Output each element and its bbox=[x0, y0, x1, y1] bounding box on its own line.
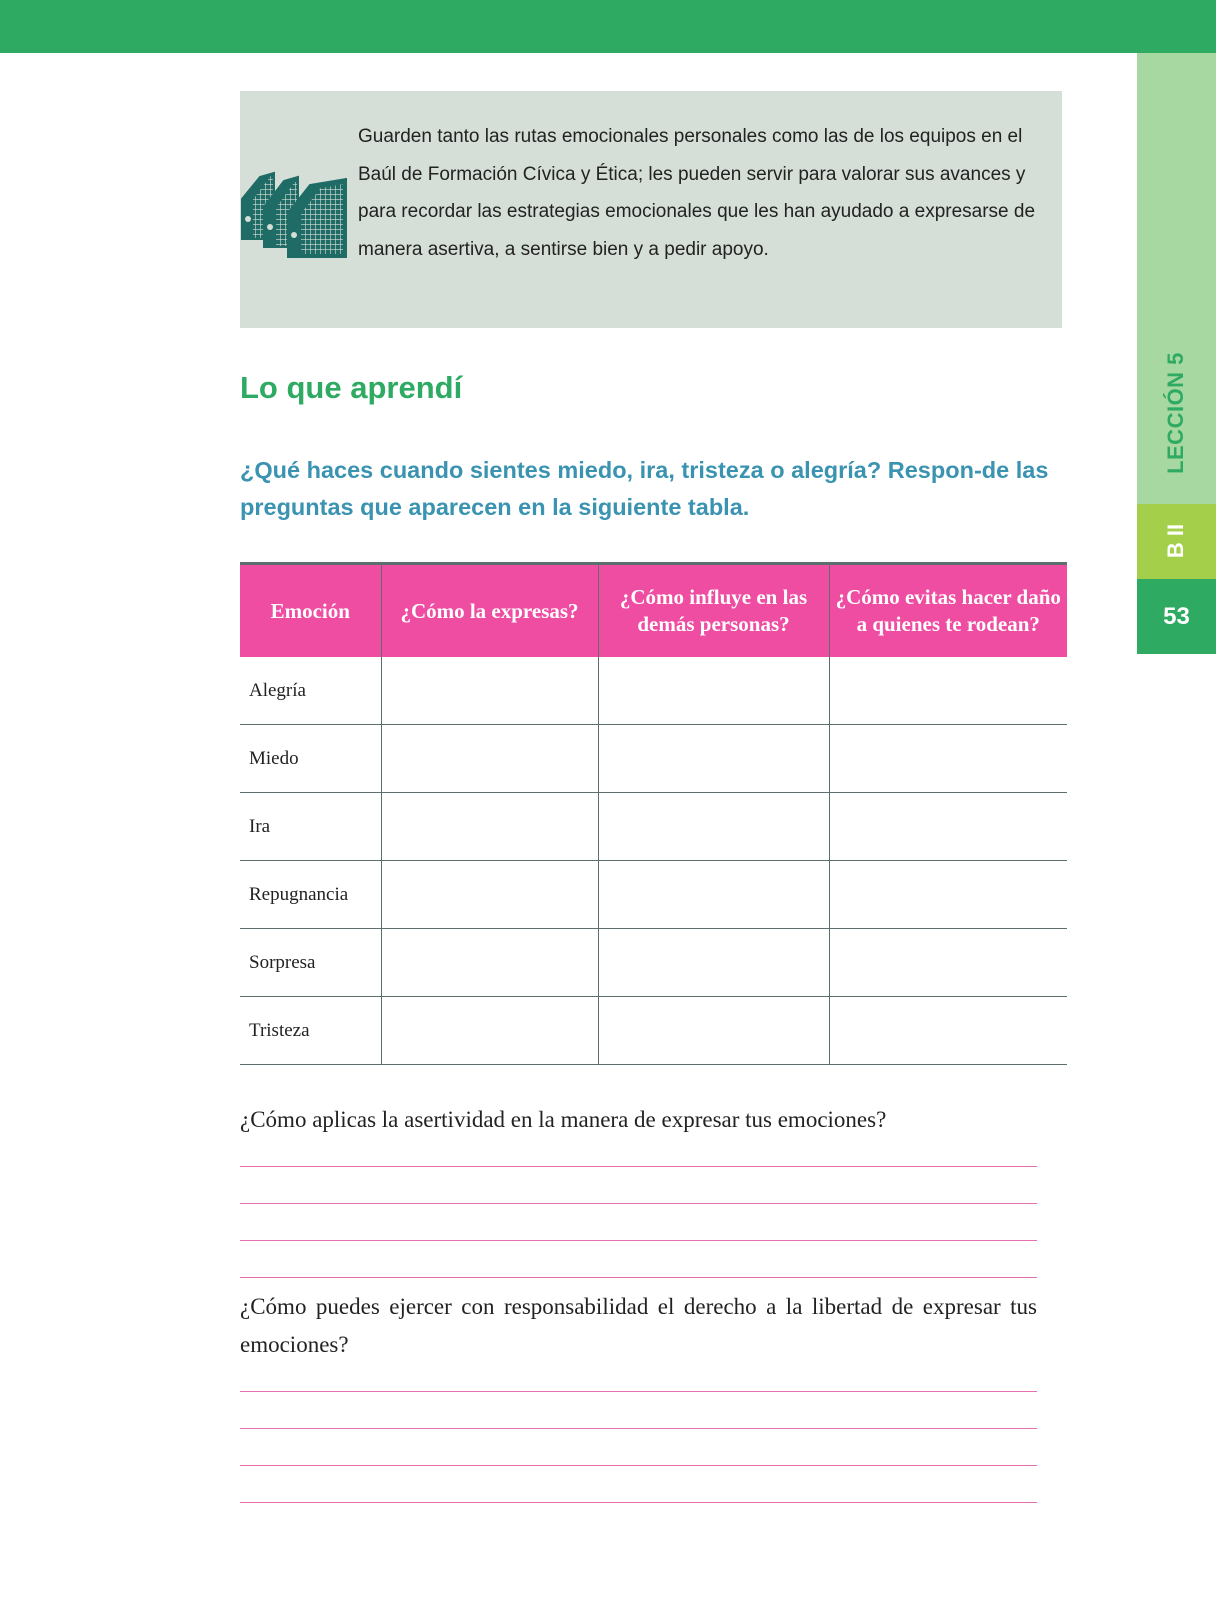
answer-cell[interactable] bbox=[829, 997, 1067, 1065]
emotion-label: Sorpresa bbox=[240, 929, 381, 997]
emotions-table bbox=[240, 562, 1067, 1065]
answer-cell[interactable] bbox=[598, 793, 829, 861]
header-how-express: ¿Cómo la expresas? bbox=[381, 564, 598, 658]
answer-line[interactable] bbox=[240, 1465, 1037, 1466]
answer-cell[interactable] bbox=[829, 929, 1067, 997]
block-tab bbox=[1137, 504, 1216, 579]
header-avoid-harm: ¿Cómo evitas hacer daño a quienes te rodean? bbox=[829, 564, 1067, 658]
answer-line[interactable] bbox=[240, 1203, 1037, 1204]
block-label: B II bbox=[1163, 523, 1188, 559]
answer-cell[interactable] bbox=[381, 861, 598, 929]
question-assertiveness: ¿Cómo aplicas la asertividad en la manera de expresar tus emociones? bbox=[240, 1107, 887, 1132]
emotion-label: Repugnancia bbox=[240, 861, 381, 929]
emotion-label: Ira bbox=[240, 793, 381, 861]
note-text: Guarden tanto las rutas emocionales personales como las de los equipos en el Baúl de Formación Cívica y Ética; les pueden servir para valorar sus avances y para recordar las estrategias emocionales que les han ayudado a expresarse de manera asertiva, a sentirse bien y a pedir apoyo. bbox=[358, 126, 1036, 260]
question-freedom-expression: ¿Cómo puedes ejercer con responsabilidad el derecho a la libertad de expresar tus emociones? bbox=[240, 1294, 1037, 1357]
header-emotion: Emoción bbox=[240, 564, 381, 658]
answer-cell[interactable] bbox=[829, 725, 1067, 793]
answer-line[interactable] bbox=[240, 1391, 1037, 1392]
answer-cell[interactable] bbox=[598, 861, 829, 929]
table-row bbox=[240, 793, 1067, 861]
emotion-label: Alegría bbox=[240, 657, 381, 725]
page-number: 53 bbox=[1137, 579, 1216, 654]
answer-cell[interactable] bbox=[598, 657, 829, 725]
note-box bbox=[240, 91, 1062, 328]
answer-cell[interactable] bbox=[829, 793, 1067, 861]
table-row bbox=[240, 861, 1067, 929]
answer-cell[interactable] bbox=[381, 657, 598, 725]
table-row bbox=[240, 725, 1067, 793]
answer-line[interactable] bbox=[240, 1166, 1037, 1167]
answer-line[interactable] bbox=[240, 1428, 1037, 1429]
table-header-row bbox=[240, 564, 1067, 658]
answer-cell[interactable] bbox=[381, 997, 598, 1065]
answer-line[interactable] bbox=[240, 1240, 1037, 1241]
file-boxes-icon bbox=[240, 169, 348, 259]
answer-line[interactable] bbox=[240, 1277, 1037, 1278]
table-row bbox=[240, 929, 1067, 997]
answer-cell[interactable] bbox=[381, 929, 598, 997]
table-row bbox=[240, 657, 1067, 725]
section-title: Lo que aprendí bbox=[240, 370, 463, 405]
emotion-label: Miedo bbox=[240, 725, 381, 793]
answer-cell[interactable] bbox=[381, 793, 598, 861]
table-row bbox=[240, 997, 1067, 1065]
instruction: ¿Qué haces cuando sientes miedo, ira, tristeza o alegría? Respon-de las preguntas que aparecen en la siguiente tabla. bbox=[240, 457, 1049, 520]
lesson-tab bbox=[1137, 53, 1216, 504]
answer-cell[interactable] bbox=[598, 929, 829, 997]
top-bar bbox=[0, 0, 1216, 53]
answer-cell[interactable] bbox=[829, 861, 1067, 929]
emotion-label: Tristeza bbox=[240, 997, 381, 1065]
answer-cell[interactable] bbox=[829, 657, 1067, 725]
answer-cell[interactable] bbox=[598, 997, 829, 1065]
lesson-label: LECCIÓN 5 bbox=[1163, 352, 1188, 474]
answer-cell[interactable] bbox=[598, 725, 829, 793]
answer-cell[interactable] bbox=[381, 725, 598, 793]
header-influence: ¿Cómo influye en las demás personas? bbox=[598, 564, 829, 658]
answer-line[interactable] bbox=[240, 1502, 1037, 1503]
